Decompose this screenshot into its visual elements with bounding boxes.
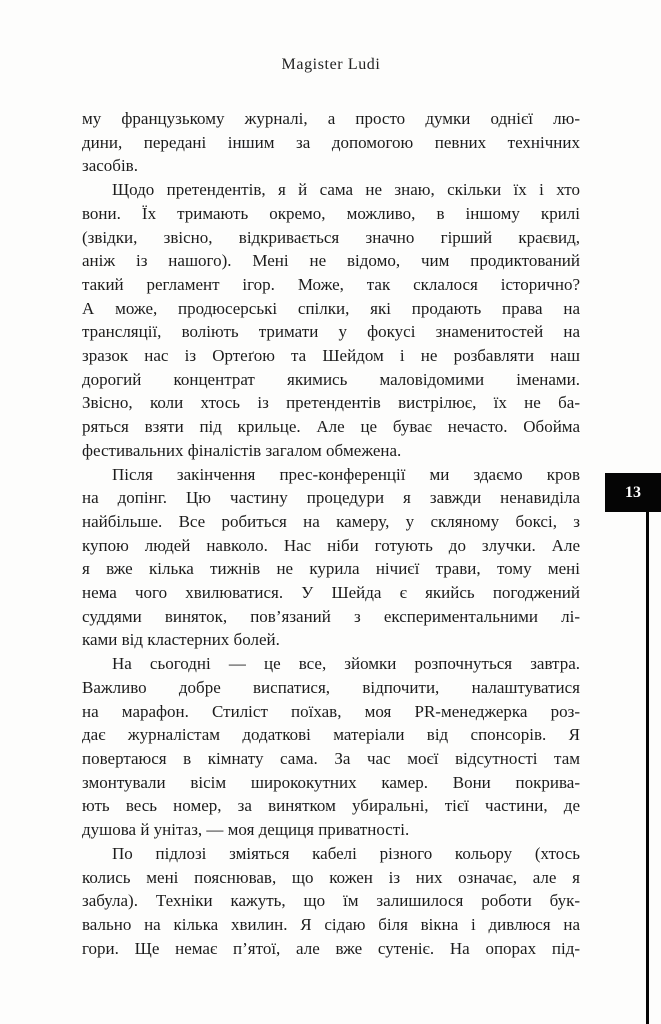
text-line: Звісно, коли хтось із претендентів вистрілює, їх не ба- xyxy=(82,393,580,413)
text-line: ють весь номер, за винятком убиральні, тієї частини, де xyxy=(82,796,580,816)
text-line: забула). Техніки кажуть, що їм залишилося роботи бук- xyxy=(82,891,580,911)
text-line: ками від кластерних болей. xyxy=(82,630,280,650)
text-line: дорогий концентрат якимись маловідомими іменами. xyxy=(82,369,580,389)
paragraph xyxy=(82,107,580,178)
page-body xyxy=(82,107,580,960)
paragraph xyxy=(82,463,580,653)
text-line: змонтували вісім ширококутних камер. Вони покрива- xyxy=(82,772,580,792)
text-line: купою людей навколо. Нас ніби готують до злучки. Але xyxy=(82,535,580,555)
text-line: на марафон. Стиліст поїхав, моя PR-менеджерка роз- xyxy=(82,701,580,721)
text-line: колись мені пояснював, що кожен із них означає, але я xyxy=(82,867,580,887)
text-line: на допінг. Цю частину процедури я завжди ненавиділа xyxy=(82,488,580,508)
page-number-tab xyxy=(605,473,661,512)
text-line: вони. Їх тримають окремо, можливо, в іншому крилі xyxy=(82,203,580,223)
running-title: Magister Ludi xyxy=(281,56,381,73)
paragraph xyxy=(82,178,580,462)
text-line: засобів. xyxy=(82,156,138,176)
text-line: По підлозі зміяться кабелі різного кольору (хтось xyxy=(112,843,580,863)
text-line: му французькому журналі, а просто думки однієї лю- xyxy=(82,109,580,128)
text-line: ряться взяти під крильце. Але це буває нечасто. Обойма xyxy=(82,417,580,437)
text-line: найбільше. Все робиться на камеру, у скляному боксі, з xyxy=(82,511,580,531)
text-line: вально на кілька хвилин. Я сідаю біля вікна і дивлюся на xyxy=(82,914,580,934)
text-line: зразок нас із Ортеґою та Шейдом і не розбавляти наш xyxy=(82,346,580,366)
page-number: 13 xyxy=(625,483,641,501)
text-line: аніж із нашого). Мені не відомо, чим продиктований xyxy=(82,251,580,271)
text-line: такий регламент ігор. Може, так склалося історично? xyxy=(82,274,580,294)
text-line: (звідки, звісно, відкривається значно гірший краєвид, xyxy=(82,227,580,247)
text-line: дини, передані іншим за допомогою певних технічних xyxy=(82,132,580,152)
text-line: На сьогодні — це все, зйомки розпочнуться завтра. xyxy=(112,654,580,674)
text-line: я вже кілька тижнів не курила нічиєї трави, тому мені xyxy=(82,559,580,579)
text-line: Після закінчення прес-конференції ми здаємо кров xyxy=(112,464,580,484)
text-line: суддями виняток, пов’язаний з експериментальними лі- xyxy=(82,606,580,626)
text-line: А може, продюсерські спілки, які продають права на xyxy=(82,298,580,318)
text-line: Важливо добре виспатися, відпочити, налаштуватися xyxy=(82,677,580,697)
text-line: нема чого хвилюватися. У Шейда є якийсь погоджений xyxy=(82,583,580,603)
text-line: повертаюся в кімнату сама. За час моєї відсутності там xyxy=(82,748,580,768)
text-line: Щодо претендентів, я й сама не знаю, скільки їх і хто xyxy=(112,180,580,200)
text-line: фестивальних фіналістів загалом обмежена. xyxy=(82,440,402,460)
text-line: дає журналістам додаткові матеріали від спонсорів. Я xyxy=(82,725,580,745)
right-edge-rule xyxy=(646,511,649,1024)
paragraph xyxy=(82,842,580,961)
text-line: гори. Ще немає п’ятої, але вже сутеніє. На опорах під- xyxy=(82,938,580,958)
text-line: душова й унітаз, — моя дещиця приватності. xyxy=(82,820,410,840)
paragraph xyxy=(82,652,580,842)
text-line: трансляції, воліють тримати у фокусі знаменитостей на xyxy=(82,322,580,342)
